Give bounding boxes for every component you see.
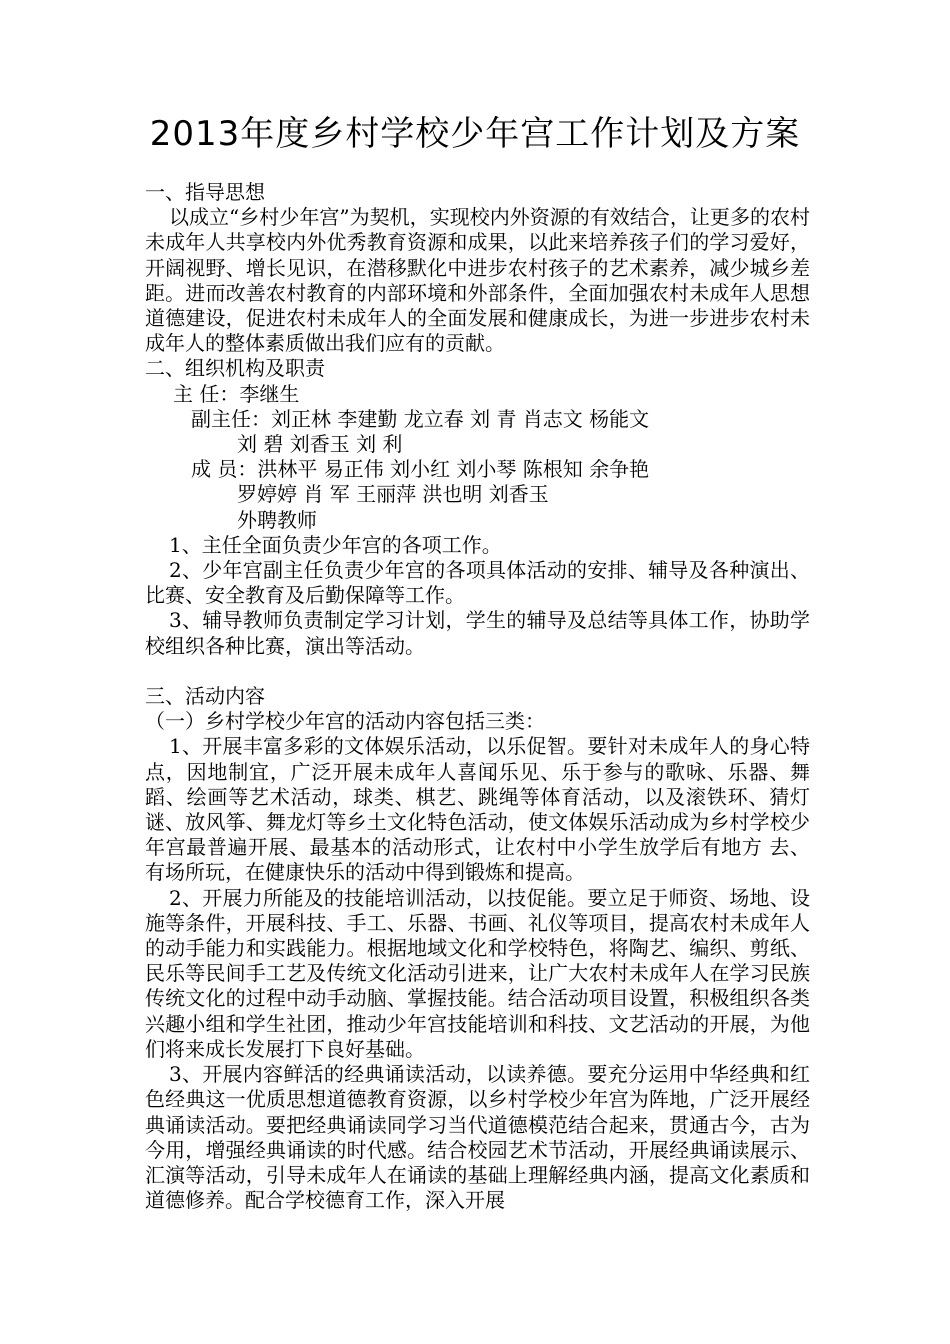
document-title: 2013年度乡村学校少年宫工作计划及方案: [149, 114, 801, 154]
duty-item-3: 3、辅导教师负责制定学习计划，学生的辅导及总结等具体工作，协助学校组织各种比赛，演出等活动。: [145, 608, 810, 658]
deputy-directors-line-continued: 刘 碧 刘香玉 刘 利: [237, 432, 403, 457]
document-body: [145, 180, 810, 1213]
director-line: 主 任：李继生: [173, 381, 300, 406]
section-heading-activities: 三、活动内容: [145, 684, 265, 709]
members-line: 成 员：洪林平 易正伟 刘小红 刘小琴 陈根知 余争艳: [191, 457, 650, 482]
activities-subheading: （一）乡村学校少年宫的活动内容包括三类：: [145, 709, 545, 734]
guiding-ideology-paragraph: 以成立“乡村少年宫”为契机，实现校内外资源的有效结合，让更多的农村未成年人共享校内外优秀教育资源和成果，以此来培养孩子们的学习爱好，开阔视野、增长见识，在潜移默化中进步农村孩子的艺术素养，减少城乡差距。进而改善农村教育的内部环境和外部条件，全面加强农村未成年人思想道德建设，促进农村未成年人的全面发展和健康成长，为进一步进步农村未成年人的整体素质做出我们应有的贡献。: [145, 205, 810, 356]
duty-item-1: 1、主任全面负责少年宫的各项工作。: [169, 532, 502, 557]
external-teachers-line: 外聘教师: [237, 507, 317, 532]
members-line-continued: 罗婷婷 肖 军 王丽萍 洪也明 刘香玉: [237, 482, 549, 507]
blank-line: [145, 659, 810, 684]
duty-item-2: 2、少年宫副主任负责少年宫的各项具体活动的安排、辅导及各种演出、比赛、安全教育及后勤保障等工作。: [145, 558, 810, 608]
deputy-directors-line: 副主任：刘正林 李建勤 龙立春 刘 青 肖志文 杨能文: [191, 406, 650, 431]
activity-item-1: 1、开展丰富多彩的文体娱乐活动，以乐促智。要针对未成年人的身心特点，因地制宜，广泛开展未成年人喜闻乐见、乐于参与的歌咏、乐器、舞蹈、绘画等艺术活动，球类、棋艺、跳绳等体育活动，以及滚铁环、猜灯谜、放风筝、舞龙灯等乡土文化特色活动，使文体娱乐活动成为乡村学校少年宫最普遍开展、最基本的活动形式，让农村中小学生放学后有地方 去、有场所玩，在健康快乐的活动中得到锻炼和提高。: [145, 734, 810, 885]
section-heading-guiding-ideology: 一、指导思想: [145, 180, 265, 204]
activity-item-3: 3、开展内容鲜活的经典诵读活动，以读养德。要充分运用中华经典和红色经典这一优质思想道德教育资源，以乡村学校少年宫为阵地，广泛开展经典诵读活动。要把经典诵读同学习当代道德模范结合起来，贯通古今，古为今用，增强经典诵读的时代感。结合校园艺术节活动，开展经典诵读展示、汇演等活动，引导未成年人在诵读的基础上理解经典内涵，提高文化素质和道德修养。配合学校德育工作，深入开展: [145, 1062, 810, 1213]
activity-item-2: 2、开展力所能及的技能培训活动，以技促能。要立足于师资、场地、设施等条件，开展科技、手工、乐器、书画、礼仪等项目，提高农村未成年人的动手能力和实践能力。根据地域文化和学校特色，将陶艺、编织、剪纸、民乐等民间手工艺及传统文化活动引进来，让广大农村未成年人在学习民族传统文化的过程中动手动脑、掌握技能。结合活动项目设置，积极组织各类兴趣小组和学生社团，推动少年宫技能培训和科技、文艺活动的开展，为他们将来成长发展打下良好基础。: [145, 885, 810, 1061]
section-heading-organization: 二、组织机构及职责: [145, 356, 325, 381]
